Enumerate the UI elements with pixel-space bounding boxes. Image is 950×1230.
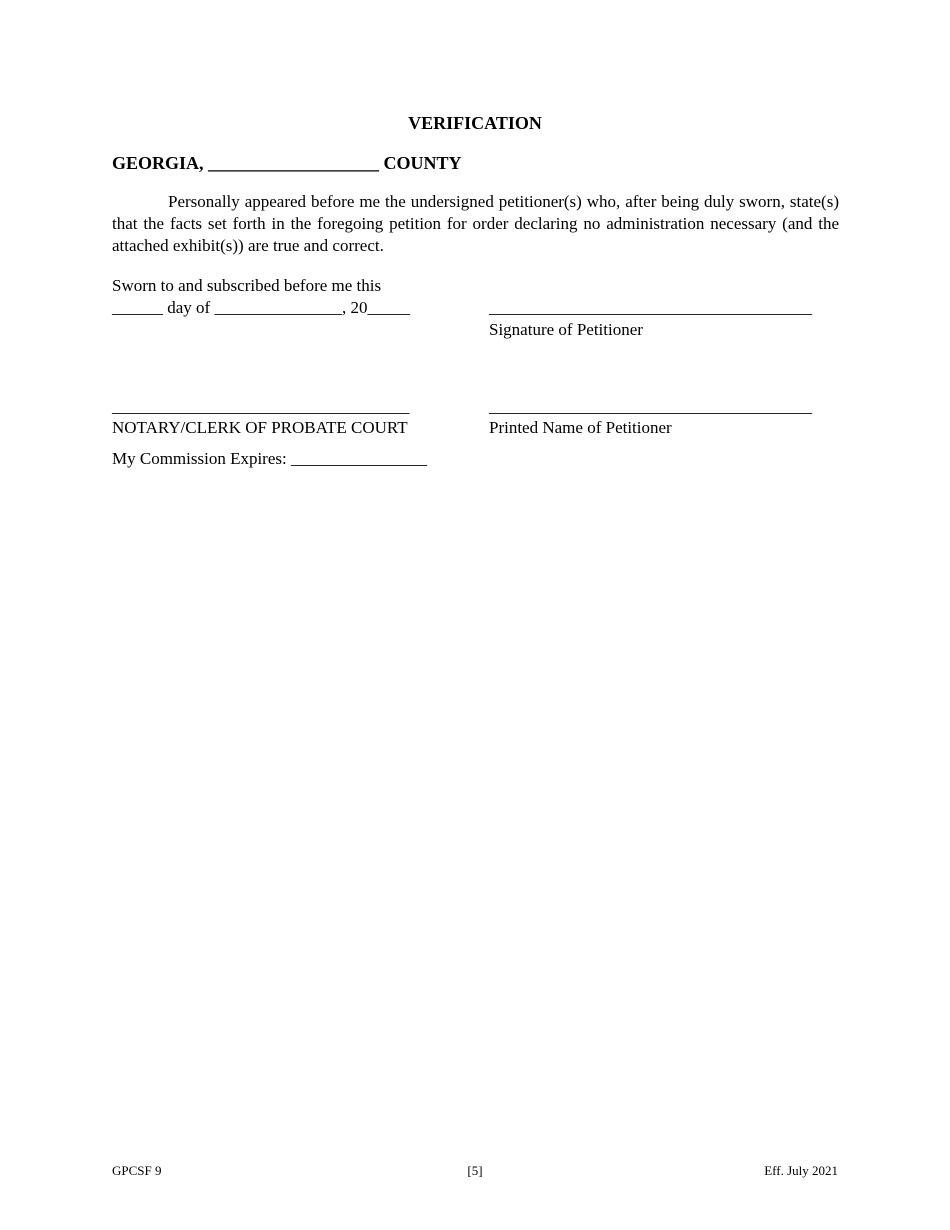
sworn-line: Sworn to and subscribed before me this <box>112 276 382 295</box>
printed-name-line: ______________________________________ <box>489 397 812 416</box>
footer-effective-date: Eff. July 2021 <box>764 1163 838 1178</box>
printed-name-label: Printed Name of Petitioner <box>489 418 672 437</box>
notary-line: ___________________________________ <box>112 397 410 416</box>
signature-line: ______________________________________ <box>489 298 812 317</box>
footer-form-id: GPCSF 9 <box>112 1163 162 1178</box>
footer-page-number: [5] <box>467 1163 483 1178</box>
signature-label: Signature of Petitioner <box>489 320 643 339</box>
commission-line: My Commission Expires: ________________ <box>112 449 427 468</box>
document-title: VERIFICATION <box>408 113 542 133</box>
date-line: ______ day of _______________, 20_____ <box>112 298 410 317</box>
notary-label: NOTARY/CLERK OF PROBATE COURT <box>112 418 408 437</box>
verification-paragraph: Personally appeared before me the undersigned petitioner(s) who, after being duly sworn, state(s) that the facts set forth in the foregoing petition for order declaring no administration necessary (and the attached exhibit(s)) are true and correct. <box>112 192 839 255</box>
county-line: GEORGIA, ___________________ COUNTY <box>112 153 462 173</box>
